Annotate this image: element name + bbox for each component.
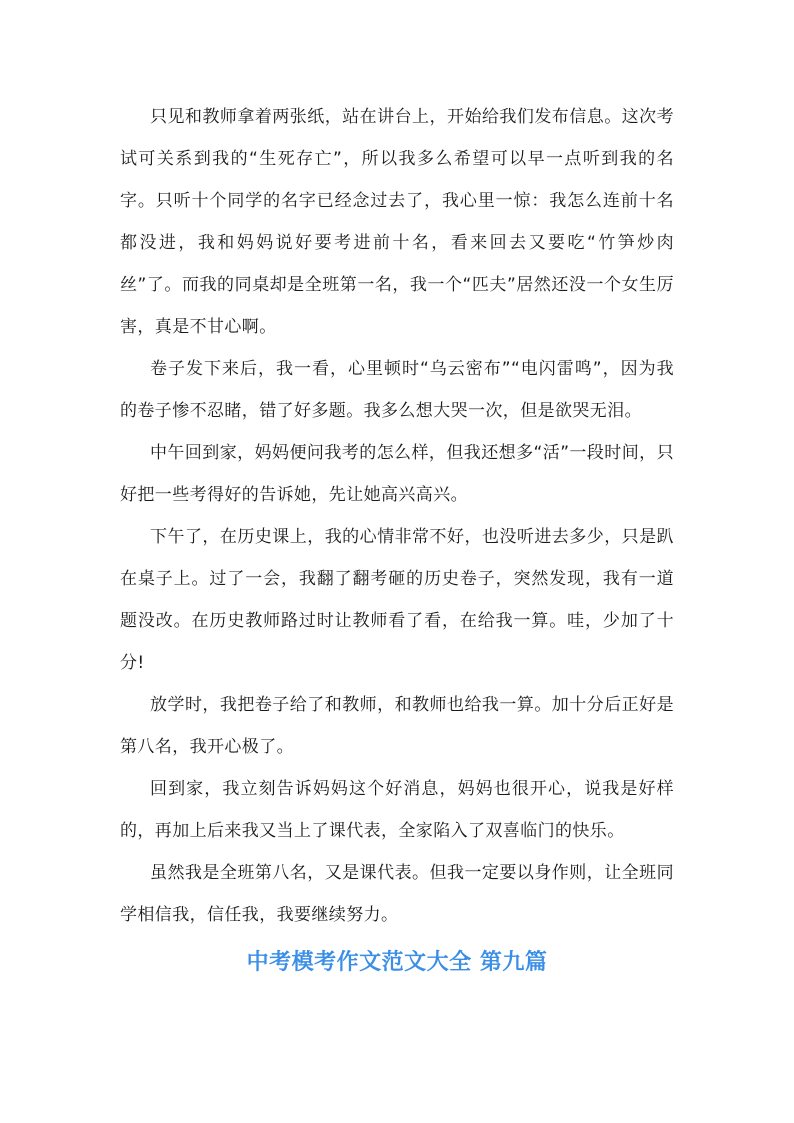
paragraph: 只见和教师拿着两张纸，站在讲台上，开始给我们发布信息。这次考试可关系到我的“生死存亡”，所以我多么希望可以早一点听到我的名字。只听十个同学的名字已经念过去了，我心里一惊：我怎么连前十名都没进，我和妈妈说好要考进前十名，看来回去又要吃“竹笋炒肉丝”了。而我的同桌却是全班第一名，我一个“匹夫”居然还没一个女生厉害，真是不甘心啊。 [120, 107, 674, 337]
paragraph: 虽然我是全班第八名，又是课代表。但我一定要以身作则，让全班同学相信我，信任我，我要继续努力。 [120, 863, 674, 925]
paragraph: 放学时，我把卷子给了和教师，和教师也给我一算。加十分后正好是第八名，我开心极了。 [120, 695, 674, 757]
paragraph: 中午回到家，妈妈便问我考的怎么样，但我还想多“活”一段时间，只好把一些考得好的告诉她，先让她高兴高兴。 [120, 443, 674, 505]
section-heading: 中考模考作文范文大全 第九篇 [246, 950, 548, 975]
paragraph: 下午了，在历史课上，我的心情非常不好，也没听进去多少，只是趴在桌子上。过了一会，我翻了翻考砸的历史卷子，突然发现，我有一道题没改。在历史教师路过时让教师看了看，在给我一算。哇，少加了十分! [120, 527, 674, 673]
paragraph: 回到家，我立刻告诉妈妈这个好消息，妈妈也很开心，说我是好样的，再加上后来我又当上了课代表，全家陷入了双喜临门的快乐。 [120, 779, 674, 841]
paragraph: 卷子发下来后，我一看，心里顿时“乌云密布”“电闪雷鸣”，因为我的卷子惨不忍睹，错了好多题。我多么想大哭一次，但是欲哭无泪。 [120, 359, 674, 421]
document-body [120, 96, 674, 984]
